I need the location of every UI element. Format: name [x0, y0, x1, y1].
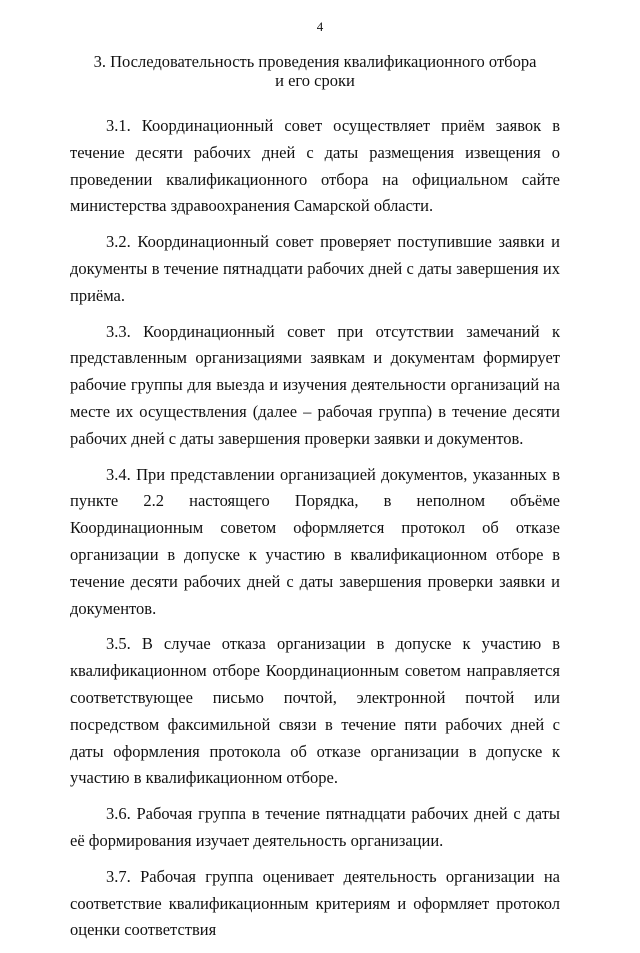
paragraph-3-6: 3.6. Рабочая группа в течение пятнадцати рабочих дней с даты её формирования изучает деятельность организации.	[70, 804, 560, 850]
section-heading	[70, 52, 560, 90]
paragraph-3-7: 3.7. Рабочая группа оценивает деятельность организации на соответствие квалификационным критериям и оформляет протокол оценки соответствия	[70, 866, 560, 940]
section-heading-line-1: 3. Последовательность проведения квалификационного отбора	[93, 52, 537, 71]
paragraph-3-4: 3.4. При представлении организацией документов, указанных в пункте 2.2 настоящего Порядка, в неполном объёме Координационным советом оформляется протокол об отказе организации в допуске к участию в квалификационном отборе в течение десяти рабочих дней с даты завершения проверки заявки и документов.	[70, 464, 560, 618]
paragraph-3-2: 3.2. Координационный совет проверяет поступившие заявки и документы в течение пятнадцати рабочих дней с даты завершения их приёма.	[70, 232, 560, 305]
paragraph-3-3: 3.3. Координационный совет при отсутствии замечаний к представленным организациями заявкам и документам формирует рабочие группы для выезда и изучения деятельности организаций на месте их осуществления (далее – рабочая группа) в течение десяти рабочих дней с даты завершения проверки заявки и документов.	[70, 321, 560, 448]
paragraph-3-5: 3.5. В случае отказа организации в допуске к участию в квалификационном отборе Координационным советом направляется соответствующее письмо почтой, электронной почтой или посредством факсимильной связи в течение пяти рабочих дней с даты оформления протокола об отказе организации в допуске к участию в квалификационном отборе.	[70, 634, 560, 788]
section-heading-line-2: и его сроки	[275, 71, 355, 90]
paragraph-3-1: 3.1. Координационный совет осуществляет приём заявок в течение десяти рабочих дней с даты размещения извещения о проведении квалификационного отбора на официальном сайте министерства здравоохранения Самарской области.	[70, 116, 560, 216]
section-body	[70, 113, 560, 953]
page-number: 4	[316, 19, 324, 34]
